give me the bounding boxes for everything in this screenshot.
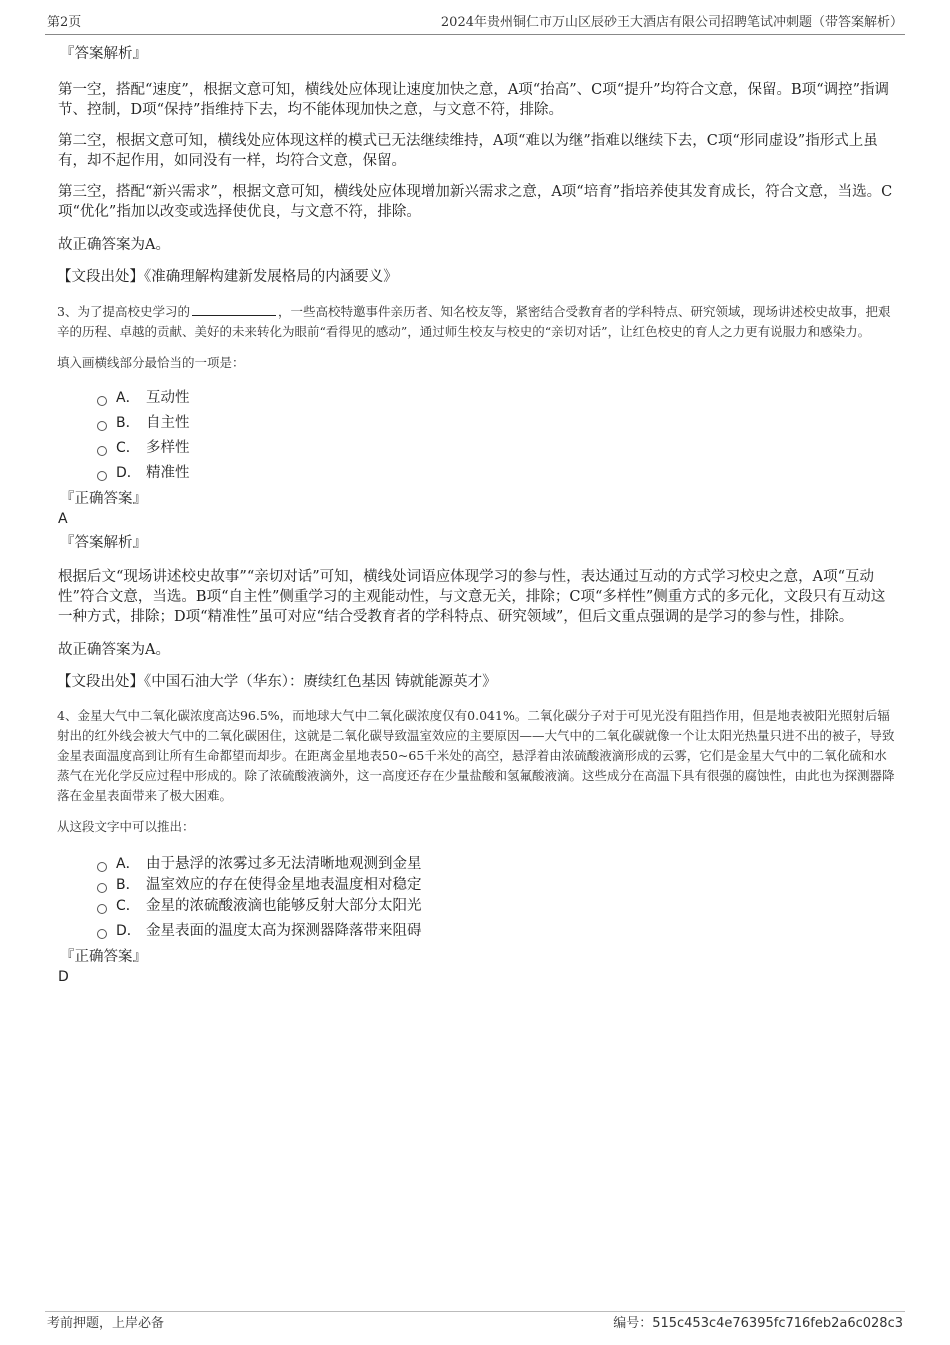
q3-blank [192, 303, 276, 316]
radio-icon[interactable] [97, 471, 107, 481]
q3-option-c[interactable]: C． 多样性 [97, 435, 897, 460]
q2-analysis-p1: 第一空，搭配“速度”，根据文意可知，横线处应体现让速度加快之意，A项“抬高”、C项“提升”均符合文意，保留。B项“调控”指调节、控制，D项“保持”指维持下去，均不能体现加快之意，与文意不符，排除。 [58, 82, 890, 118]
q3-answer: A [58, 511, 68, 527]
q3-stem [57, 302, 897, 342]
q2-analysis-label: 『答案解析』 [60, 46, 147, 62]
radio-icon[interactable] [97, 446, 107, 456]
q4-answer-label: 『正确答案』 [60, 949, 147, 965]
document-title: 2024年贵州铜仁市万山区辰砂王大酒店有限公司招聘笔试冲刺题（带答案解析） [440, 15, 903, 30]
q3-prompt: 填入画横线部分最恰当的一项是： [57, 355, 245, 370]
q3-source: 【文段出处】《中国石油大学（华东）：赓续红色基因 铸就能源英才》 [57, 674, 497, 690]
q3-option-a[interactable]: A． 互动性 [97, 385, 897, 410]
radio-icon[interactable] [97, 904, 107, 914]
q4-option-a[interactable]: A． 由于悬浮的浓雾过多无法清晰地观测到金星 [97, 851, 897, 876]
q3-option-d[interactable]: D． 精准性 [97, 460, 897, 485]
q2-analysis-p3: 第三空，搭配“新兴需求”，根据文意可知，横线处应体现增加新兴需求之意，A项“培育”指培养使其发育成长，符合文意，当选。C项“优化”指加以改变或选择使优良，与文意不符，排除。 [58, 184, 893, 220]
q4-answer: D [58, 969, 69, 985]
radio-icon[interactable] [97, 883, 107, 893]
q3-answer-label: 『正确答案』 [60, 491, 147, 507]
q4-option-c[interactable]: C． 金星的浓硫酸液滴也能够反射大部分太阳光 [97, 893, 897, 918]
page-footer [45, 1311, 905, 1334]
document-body [57, 44, 897, 987]
q3-number: 3、 [57, 304, 78, 319]
footer-code [613, 1314, 903, 1334]
q3-options [57, 385, 897, 485]
q4-text: 金星大气中二氧化碳浓度高达96.5%，而地球大气中二氧化碳浓度仅有0.041%。二氧化碳分子对于可见光没有阻挡作用，但是地表被阳光照射后辐射出的红外线会被大气中的二氧化碳困住，这就是二氧化碳导致温室效应的主要原因——大气中的二氧化碳就像一个让太阳光热量只进不出的被子，导致金星表面温度高到让所有生命都望而却步。在距离金星地表50~65千米处的高空，悬浮着由浓硫酸液滴形成的云雾，它们是金星大气中的二氧化硫和水蒸气在光化学反应过程中形成的。除了浓硫酸液滴外，这一高度还存在少量盐酸和氢氟酸液滴。这些成分在高温下具有很强的腐蚀性，由此也为探测器降落在金星表面带来了极大困难。 [57, 708, 895, 803]
footer-code-value: 515c453c4e76395fc716feb2a6c028c3 [652, 1316, 903, 1331]
q4-options [57, 851, 897, 943]
radio-icon[interactable] [97, 862, 107, 872]
q4-number: 4、 [57, 708, 78, 723]
q4-option-b[interactable]: B． 温室效应的存在使得金星地表温度相对稳定 [97, 876, 897, 893]
radio-icon[interactable] [97, 421, 107, 431]
page-header [45, 14, 905, 35]
q3-analysis: 根据后文“现场讲述校史故事”“亲切对话”可知，横线处词语应体现学习的参与性，表达通过互动的方式学习校史之意，A项“互动性”符合文意，当选。B项“自主性”侧重学习的主观能动性，与文意无关，排除；C项“多样性”侧重方式的多元化，文段只有互动这一种方式，排除；D项“精准性”虽可对应“结合受教育者的学科特点、研究领域”，但后文重点强调的是学习的参与性，排除。 [58, 569, 886, 625]
page-number: 第2页 [47, 15, 82, 30]
q3-option-b[interactable]: B． 自主性 [97, 410, 897, 435]
q4-prompt: 从这段文字中可以推出： [57, 819, 195, 834]
q3-analysis-label: 『答案解析』 [60, 535, 147, 551]
q2-analysis-p2: 第二空，根据文意可知，横线处应体现这样的模式已无法继续维持，A项“难以为继”指难以继续下去，C项“形同虚设”指形式上虽有，却不起作用，如同没有一样，均符合文意，保留。 [58, 133, 878, 169]
q2-conclusion: 故正确答案为A。 [58, 237, 170, 253]
radio-icon[interactable] [97, 396, 107, 406]
q3-conclusion: 故正确答案为A。 [58, 642, 170, 658]
q4-option-d[interactable]: D． 金星表面的温度太高为探测器降落带来阻碍 [97, 918, 897, 943]
q3-text-after: ，一些高校特邀事件亲历者、知名校友等，紧密结合受教育者的学科特点、研究领域，现场讲述校史故事，把艰辛的历程、卓越的贡献、美好的未来转化为眼前“看得见的感动”，通过师生校友与校史的“亲切对话”，让红色校史的育人之力更有说服力和感染力。 [57, 304, 891, 339]
q4-stem [57, 706, 897, 806]
radio-icon[interactable] [97, 929, 107, 939]
footer-slogan: 考前押题，上岸必备 [47, 1316, 165, 1331]
q2-source: 【文段出处】《准确理解构建新发展格局的内涵要义》 [57, 269, 398, 285]
q3-text-before: 为了提高校史学习的 [77, 304, 190, 319]
footer-code-label: 编号： [613, 1316, 653, 1331]
